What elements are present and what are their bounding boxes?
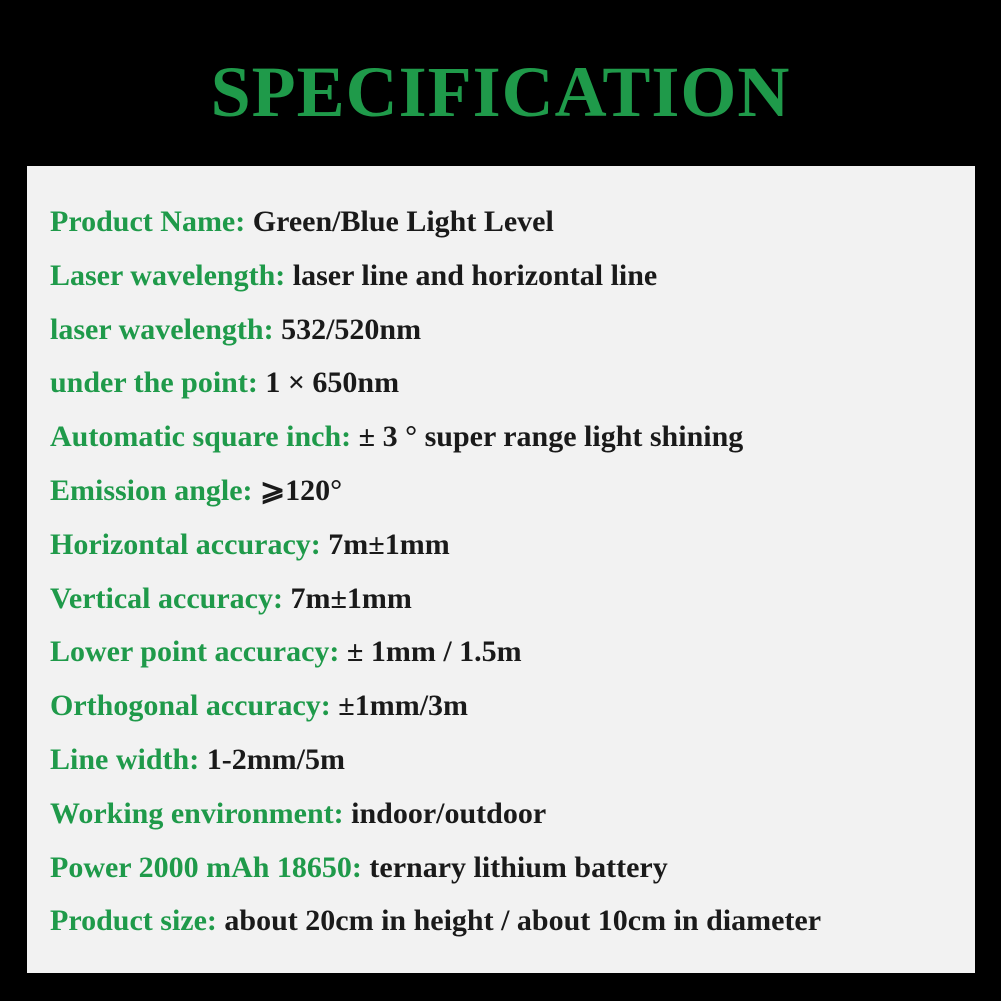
spec-row-under-the-point bbox=[50, 356, 975, 410]
page-title: SPECIFICATION bbox=[210, 52, 791, 132]
spec-value: ±1mm/3m bbox=[338, 689, 469, 723]
spec-row-vertical-accuracy bbox=[50, 572, 975, 626]
spec-value: ± 1mm / 1.5m bbox=[346, 635, 522, 669]
spec-value: ⩾120° bbox=[260, 473, 343, 507]
spec-value: about 20cm in height / about 10cm in diameter bbox=[224, 904, 822, 938]
spec-row-emission-angle bbox=[50, 464, 975, 518]
spec-label: Orthogonal accuracy: bbox=[50, 689, 331, 723]
spec-value: 532/520nm bbox=[281, 312, 422, 346]
spec-row-automatic-square-inch bbox=[50, 410, 975, 464]
spec-label: Laser wavelength: bbox=[50, 258, 286, 292]
spec-row-orthogonal-accuracy bbox=[50, 679, 975, 733]
spec-row-line-width bbox=[50, 733, 975, 787]
spec-row-lower-point-accuracy bbox=[50, 625, 975, 679]
spec-value: 1 × 650nm bbox=[265, 366, 400, 400]
spec-row-working-environment bbox=[50, 787, 975, 841]
spec-value: 7m±1mm bbox=[328, 527, 450, 561]
spec-value: ± 3 ° super range light shining bbox=[358, 420, 744, 454]
spec-label: Working environment: bbox=[50, 796, 344, 830]
spec-label: Line width: bbox=[50, 742, 200, 776]
spec-value: 7m±1mm bbox=[290, 581, 412, 615]
spec-row-product-size bbox=[50, 894, 975, 948]
spec-label: Vertical accuracy: bbox=[50, 581, 283, 615]
spec-value: ternary lithium battery bbox=[369, 850, 668, 884]
spec-row-laser-wavelength bbox=[50, 249, 975, 303]
spec-label: Emission angle: bbox=[50, 473, 253, 507]
spec-value: 1-2mm/5m bbox=[206, 742, 345, 776]
spec-row-product-name bbox=[50, 195, 975, 249]
spec-label: Product size: bbox=[50, 904, 217, 938]
spec-label: Lower point accuracy: bbox=[50, 635, 340, 669]
spec-value: indoor/outdoor bbox=[351, 796, 547, 830]
spec-row-horizontal-accuracy bbox=[50, 518, 975, 572]
spec-panel bbox=[27, 166, 975, 973]
spec-value: laser line and horizontal line bbox=[292, 258, 658, 292]
spec-label: Automatic square inch: bbox=[50, 420, 352, 454]
spec-label: Horizontal accuracy: bbox=[50, 527, 321, 561]
spec-row-power bbox=[50, 841, 975, 895]
spec-label: Product Name: bbox=[50, 205, 246, 238]
spec-label: Power 2000 mAh 18650: bbox=[50, 850, 362, 884]
spec-value: Green/Blue Light Level bbox=[252, 205, 554, 238]
spec-label: under the point: bbox=[50, 366, 258, 400]
spec-row-laser-wavelength-nm bbox=[50, 303, 975, 357]
spec-label: laser wavelength: bbox=[50, 312, 274, 346]
